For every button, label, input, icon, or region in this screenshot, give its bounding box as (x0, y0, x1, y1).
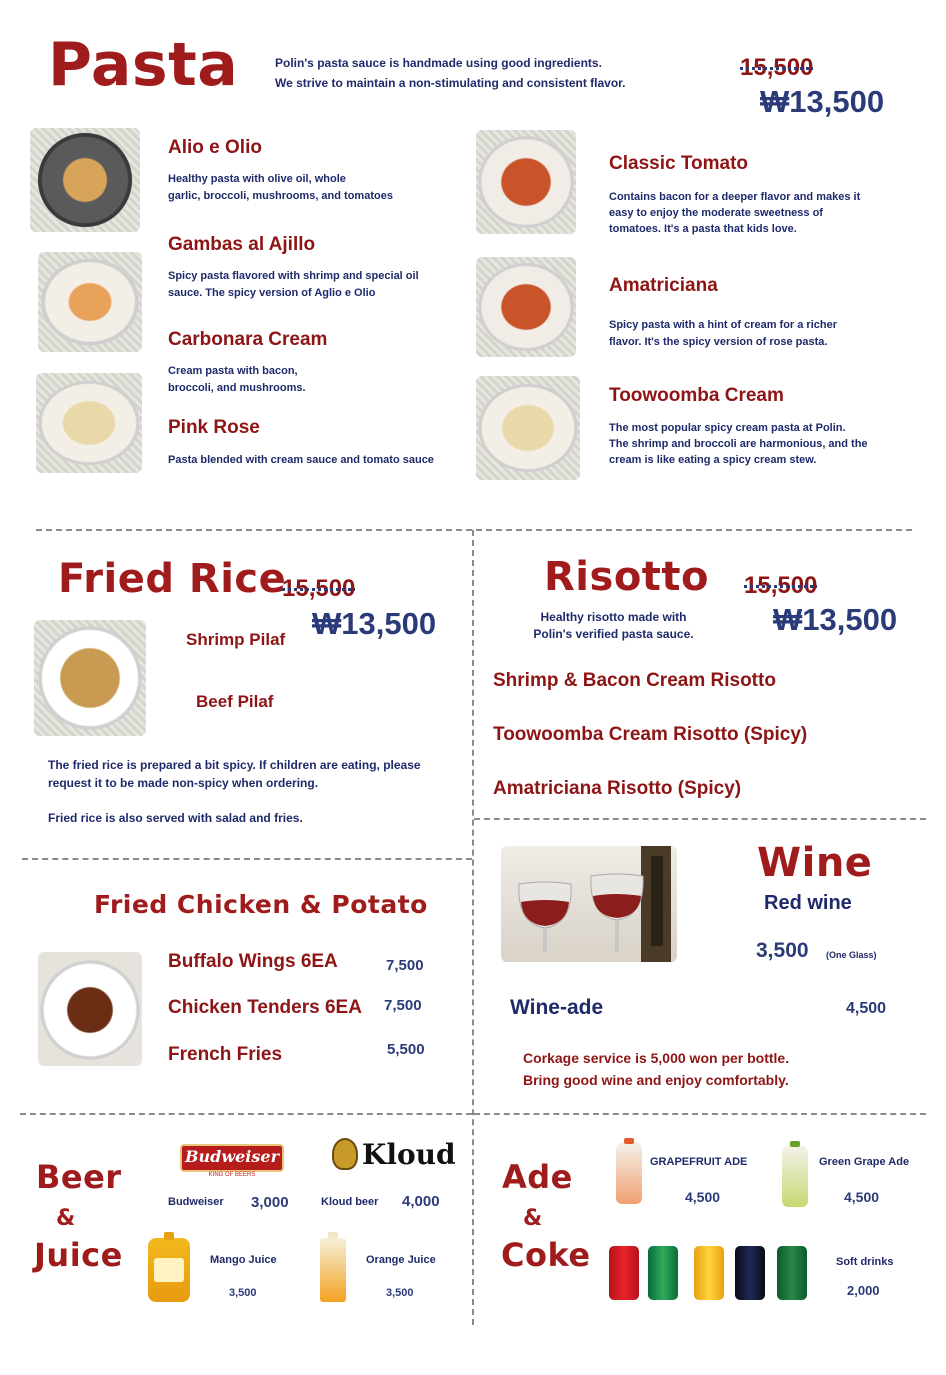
risotto-intro-2: Polin's verified pasta sauce. (533, 627, 694, 641)
mango-juice-price: 3,500 (229, 1287, 257, 1299)
beer-title: Beer (36, 1158, 122, 1196)
divider-center (472, 530, 474, 1325)
alio-e-olio-desc-2: garlic, broccoli, mushrooms, and tomatoes (168, 190, 393, 202)
amatriciana-photo (476, 257, 576, 357)
pasta-intro-1: Polin's pasta sauce is handmade using good ingredients. (275, 56, 602, 70)
divider-bottom-right (474, 1113, 926, 1115)
kloud-name: Kloud beer (321, 1196, 379, 1208)
risotto-title: Risotto (544, 554, 710, 600)
risotto-item-2: Toowoomba Cream Risotto (Spicy) (493, 724, 808, 745)
juice-title: Juice (34, 1236, 123, 1274)
pasta-title: Pasta (48, 30, 239, 100)
fried-rice-note-3: Fried rice is also served with salad and fries. (48, 811, 303, 825)
fried-rice-old-price: 15,500 (282, 575, 356, 602)
risotto-item-1: Shrimp & Bacon Cream Risotto (493, 670, 776, 691)
grapefruit-ade-price: 4,500 (685, 1189, 721, 1205)
chicken-photo (38, 952, 142, 1066)
orange-juice-price: 3,500 (386, 1287, 414, 1299)
fried-rice-note-2: request it to be made non-spicy when ordering. (48, 776, 319, 790)
divider-top (36, 529, 912, 531)
wine-photo (501, 846, 677, 962)
green-grape-ade-bottle (782, 1145, 808, 1207)
corkage-line-1: Corkage service is 5,000 won per bottle. (523, 1050, 790, 1066)
coke-title: Coke (501, 1236, 591, 1274)
carbonara-desc-2: broccoli, and mushrooms. (168, 382, 306, 394)
mango-juice-bottle (148, 1238, 190, 1302)
alio-e-olio-desc-1: Healthy pasta with olive oil, whole (168, 173, 346, 185)
divider-mid-left (22, 858, 472, 860)
classic-tomato-photo (476, 130, 576, 234)
pasta-intro-2: We strive to maintain a non-stimulating and consistent flavor. (275, 76, 626, 90)
ade-ampersand: & (523, 1206, 543, 1231)
green-grape-ade-price: 4,500 (844, 1189, 880, 1205)
chicken-tenders-price: 7,500 (384, 997, 422, 1014)
wine-title: Wine (757, 840, 873, 886)
coca-cola-can (609, 1246, 639, 1300)
beer-ampersand: & (56, 1206, 76, 1231)
red-wine-price: 3,500 (756, 939, 809, 962)
chicken-tenders-name: Chicken Tenders 6EA (168, 997, 362, 1018)
budweiser-logo-text: Budweiser (185, 1147, 279, 1166)
trevi-can (777, 1246, 807, 1300)
pink-rose-name: Pink Rose (168, 417, 260, 438)
amatriciana-desc-2: flavor. It's the spicy version of rose pasta. (609, 336, 828, 348)
shrimp-pilaf-name: Shrimp Pilaf (186, 630, 286, 649)
chicken-title: Fried Chicken & Potato (94, 890, 428, 919)
fanta-can (694, 1246, 724, 1300)
sprite-can (648, 1246, 678, 1300)
risotto-new-price: ₩13,500 (773, 602, 898, 637)
budweiser-name: Budweiser (168, 1196, 224, 1208)
grapefruit-ade-bottle (616, 1142, 642, 1204)
risotto-item-3: Amatriciana Risotto (Spicy) (493, 778, 742, 799)
carbonara-desc-1: Cream pasta with bacon, (168, 365, 298, 377)
fried-rice-new-price: ₩13,500 (312, 606, 437, 641)
buffalo-wings-price: 7,500 (386, 957, 424, 974)
divider-bottom-left (20, 1113, 472, 1115)
kloud-logo-text: Kloud (362, 1138, 456, 1171)
soft-drinks-price: 2,000 (847, 1283, 880, 1298)
amatriciana-desc-1: Spicy pasta with a hint of cream for a richer (609, 319, 838, 331)
risotto-intro-1: Healthy risotto made with (540, 610, 687, 624)
corkage-line-2: Bring good wine and enjoy comfortably. (523, 1072, 789, 1088)
orange-juice-name: Orange Juice (366, 1254, 436, 1266)
toowoomba-name: Toowoomba Cream (609, 385, 784, 406)
french-fries-price: 5,500 (387, 1041, 425, 1058)
amatriciana-name: Amatriciana (609, 275, 718, 296)
wine-ade-label: Wine-ade (510, 996, 604, 1019)
classic-tomato-desc-2: easy to enjoy the moderate sweetness of (609, 207, 823, 219)
toowoomba-photo (476, 376, 580, 480)
red-wine-unit: (One Glass) (826, 950, 877, 960)
fried-rice-note-1: The fried rice is prepared a bit spicy. If children are eating, please (48, 758, 421, 772)
carbonara-photo (36, 373, 142, 473)
pasta-new-price: ₩13,500 (760, 84, 885, 119)
french-fries-name: French Fries (168, 1044, 283, 1065)
orange-juice-carton (320, 1238, 346, 1302)
buffalo-wings-name: Buffalo Wings 6EA (168, 951, 338, 972)
alio-e-olio-name: Alio e Olio (168, 137, 262, 158)
divider-mid-right (474, 818, 926, 820)
soft-drinks-name: Soft drinks (836, 1256, 894, 1268)
toowoomba-desc-1: The most popular spicy cream pasta at Polin. (609, 422, 846, 434)
gambas-desc-2: sauce. The spicy version of Aglio e Olio (168, 287, 376, 299)
toowoomba-desc-2: The shrimp and broccoli are harmonious, and the (609, 438, 868, 450)
classic-tomato-name: Classic Tomato (609, 153, 749, 174)
alio-e-olio-photo (30, 128, 140, 232)
pepsi-can (735, 1246, 765, 1300)
budweiser-logo (180, 1138, 284, 1182)
kloud-logo (332, 1136, 456, 1174)
mango-juice-name: Mango Juice (210, 1254, 277, 1266)
red-wine-label: Red wine (764, 892, 852, 914)
kloud-price: 4,000 (402, 1193, 440, 1210)
fried-rice-photo (34, 620, 146, 736)
grapefruit-ade-name: GRAPEFRUIT ADE (650, 1156, 748, 1168)
fried-rice-title: Fried Rice (58, 556, 287, 602)
budweiser-logo-sub: KING OF BEERS (208, 1172, 256, 1178)
toowoomba-desc-3: cream is like eating a spicy cream stew. (609, 454, 817, 466)
pink-rose-desc-1: Pasta blended with cream sauce and tomato sauce (168, 454, 434, 466)
budweiser-price: 3,000 (251, 1194, 289, 1211)
gambas-photo (38, 252, 142, 352)
green-grape-ade-name: Green Grape Ade (819, 1156, 910, 1168)
gambas-desc-1: Spicy pasta flavored with shrimp and special oil (168, 270, 419, 282)
beef-pilaf-name: Beef Pilaf (196, 692, 274, 711)
classic-tomato-desc-3: tomatoes. It's a pasta that kids love. (609, 223, 797, 235)
ade-title: Ade (502, 1158, 573, 1196)
gambas-name: Gambas al Ajillo (168, 234, 316, 255)
wine-ade-price: 4,500 (846, 1000, 887, 1017)
risotto-old-price: 15,500 (744, 572, 818, 599)
carbonara-name: Carbonara Cream (168, 329, 328, 350)
pasta-old-price: 15,500 (740, 54, 814, 81)
kloud-emblem-icon (332, 1138, 358, 1170)
classic-tomato-desc-1: Contains bacon for a deeper flavor and makes it (609, 191, 861, 203)
